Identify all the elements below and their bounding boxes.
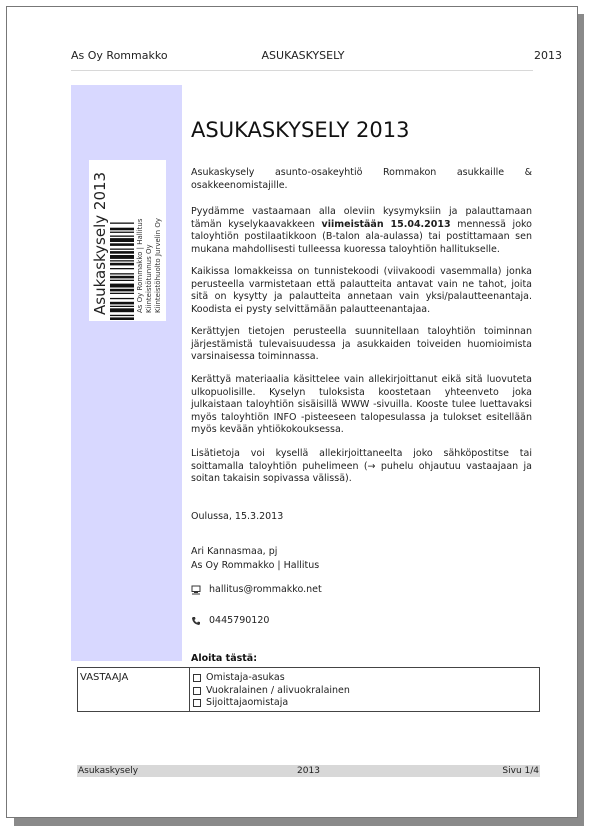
- footer-center: 2013: [297, 766, 320, 776]
- signer-name: Ari Kannasmaa, pj: [191, 546, 278, 557]
- barcode-paragraph: Kaikissa lomakkeissa on tunnistekoodi (viivakoodi vasemmalla) jonka perusteella varmistetaan että palautteita antavat vain ne tahot, joita sitä on kysytty ja palautteita annetaan vain yksi/palautteenantaja. Koodista ei pysty selvittämään palautteenantajaa.: [191, 266, 532, 315]
- start-heading: Aloita tästä:: [191, 653, 258, 664]
- email-address[interactable]: hallitus@rommakko.net: [209, 584, 322, 595]
- phone-icon: [191, 616, 201, 626]
- deadline-date: viimeistään 15.04.2013: [321, 218, 451, 230]
- deadline-paragraph: [191, 206, 532, 256]
- header-center: ASUKASKYSELY: [261, 49, 345, 62]
- respondent-form: [77, 667, 540, 712]
- deadline-text-after: mennessä joko taloyhtiön postilaatikkoon (B-talon ala-aulassa) tai postittamaan sen mukana mahdollisesti tulleessa kuoressa taloyhtiön hallitukselle.: [191, 218, 532, 255]
- checkbox-icon[interactable]: [193, 687, 201, 695]
- footer-page-number: Sivu 1/4: [502, 766, 539, 776]
- form-divider: [189, 668, 190, 711]
- checkbox-icon[interactable]: [193, 699, 201, 707]
- option-investor-owner[interactable]: [193, 697, 288, 708]
- respondent-label: VASTAAJA: [80, 672, 129, 683]
- intro-paragraph: Asukaskysely asunto-osakeyhtiö Rommakon asukkaille & osakkeenomistajille.: [191, 167, 532, 191]
- option-label: Vuokralainen / alivuokralainen: [206, 685, 350, 696]
- barcode-label: [89, 160, 166, 321]
- barcode-line-2: Kiinteistötunnus Oy: [145, 244, 153, 313]
- option-label: Omistaja-asukas: [206, 672, 285, 683]
- barcode-title: Asukaskysely 2013: [91, 171, 109, 315]
- computer-icon: [191, 585, 201, 595]
- option-tenant[interactable]: [193, 685, 350, 696]
- header-rule: [71, 70, 533, 71]
- phone-number: 0445790120: [209, 615, 270, 626]
- signer-org: As Oy Rommakko | Hallitus: [191, 560, 320, 571]
- contact-paragraph: Lisätietoja voi kysellä allekirjoittaneelta joko sähköpostitse tai soittamalla taloyhtiön puhelimeen (→ puhelu ohjautuu vastaajaan ja soitan takaisin sopivassa välissä).: [191, 448, 532, 484]
- purpose-paragraph: Kerättyjen tietojen perusteella suunnitellaan taloyhtiön toiminnan järjestämistä tulevaisuudessa ja asukkaiden toiveiden huomioimista varsinaisessa toiminnassa.: [191, 326, 532, 362]
- checkbox-icon[interactable]: [193, 674, 201, 682]
- barcode-label-content: [89, 160, 166, 321]
- barcode-bars: [110, 160, 134, 321]
- barcode-line-1: As Oy Rommakko | Hallitus: [136, 218, 144, 313]
- barcode-line-3: Kiinteistöhuolto Jurvelin Oy: [154, 218, 162, 313]
- deadline-text-before: Pyydämme vastaamaan alla oleviin kysymyksiin ja palauttamaan tämän kyselykaavakkeen: [191, 206, 532, 230]
- date-line: Oulussa, 15.3.2013: [191, 511, 284, 522]
- phone-row: [191, 615, 269, 626]
- header-left: As Oy Rommakko: [71, 49, 168, 62]
- option-owner-resident[interactable]: [193, 672, 285, 683]
- footer-left: Asukaskysely: [78, 766, 139, 776]
- footer-bar: [77, 765, 540, 777]
- header-right: 2013: [534, 49, 562, 62]
- privacy-paragraph: Kerättyä materiaalia käsittelee vain allekirjoittanut eikä sitä luovuteta ulkopuolisille. Kyselyn tuloksista koostetaan yhteenveto joka julkaistaan taloyhtiön sisäisillä WWW -sivuilla. Kooste tulee luettavaksi myös taloyhtiön INFO -pisteeseen talopesulassa ja tulokset esitellään myös kevään yhtiökokouksessa.: [191, 374, 532, 435]
- option-label: Sijoittajaomistaja: [206, 697, 289, 708]
- document-title: ASUKASKYSELY 2013: [191, 118, 410, 142]
- email-row: [191, 584, 322, 595]
